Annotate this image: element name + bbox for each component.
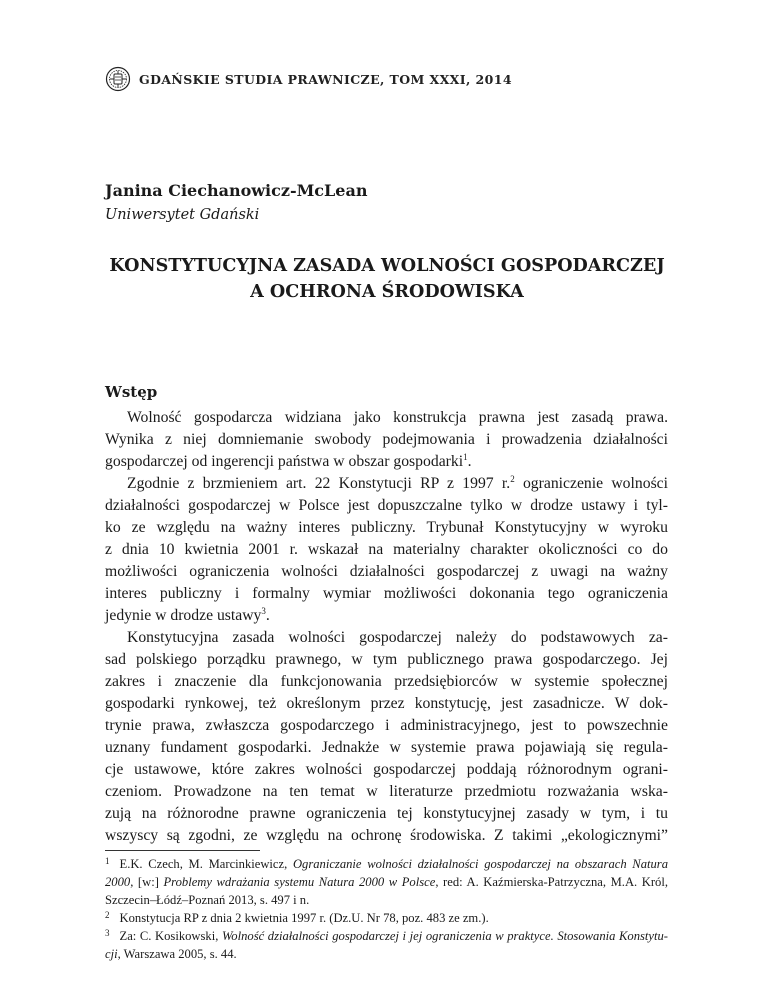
body-line: ko ze względu na ważny interes publiczny. Trybunał Konstytucyjny w wyroku — [105, 519, 668, 536]
body-line: sad polskiego porządku prawnego, w tym publicznego prawa gospodarczego. Jej — [105, 651, 668, 668]
body-line: Wynika z niej domniemanie swobody podejmowania i prowadzenia działalności — [105, 431, 668, 448]
footnote-1-cont: Szczecin–Łódź–Poznań 2013, s. 497 i n. — [105, 893, 310, 907]
body-line: możliwości ograniczenia wolności działalności gospodarczej z uwagi na ważny — [105, 563, 668, 580]
body-line: czeniom. Prowadzone na ten temat w literaturze przedmiotu rozważania wska- — [105, 783, 668, 800]
journal-header — [105, 66, 512, 92]
body-line: z dnia 10 kwietnia 2001 r. wskazał na materialny charakter okoliczności co do — [105, 541, 668, 558]
footnote-3-cont: cji, Warszawa 2005, s. 44. — [105, 947, 237, 961]
footnote-separator — [105, 850, 260, 851]
footnote-ref: 3 — [261, 606, 266, 616]
body-line: trynie prawa, zwłaszcza gospodarczego i administracyjnego, jest to powszechnie — [105, 717, 668, 734]
body-line: Wolność gospodarcza widziana jako konstrukcja prawna jest zasadą prawa. — [127, 409, 668, 426]
footnote-1: $^1$ E.K. Czech, M. Marcinkiewicz, Ograniczanie wolności działalności gospodarczej na obszarach Natura — [105, 856, 668, 871]
body-line: interes publiczny i formalny wymiar możliwości dokonania tego ograniczenia — [105, 585, 668, 602]
footnote-ref: 2 — [510, 474, 515, 484]
footnote-ref: 1 — [463, 452, 468, 462]
article-title-line-1: KONSTYTUCYJNA ZASADA WOLNOŚCI GOSPODARCZEJ — [109, 255, 665, 276]
footnote-2: $^2$ Konstytucja RP z dnia 2 kwietnia 1997 r. (Dz.U. Nr 78, poz. 483 ze zm.). — [105, 910, 489, 925]
body-line: działalności gospodarczej w Polsce jest dopuszczalne tylko w drodze ustawy i tyl- — [105, 497, 668, 514]
body-line: zakres i znaczenie dla funkcjonowania przedsiębiorców w systemie społecznej — [105, 673, 668, 690]
body-line: gospodarczej od ingerencji państwa w obszar gospodarki$^1$. — [105, 452, 472, 470]
body-line: gospodarki rynkowej, też określonym przez konstytucję, jest zasadnicze. W dok- — [105, 695, 668, 712]
journal-title: GDAŃSKIE STUDIA PRAWNICZE, TOM XXXI, 2014 — [139, 71, 512, 87]
body-line: jedynie w drodze ustawy$^3$. — [105, 606, 270, 624]
author-affiliation: Uniwersytet Gdański — [105, 207, 260, 223]
body-line: Zgodnie z brzmieniem art. 22 Konstytucji RP z 1997 r.$^2$ ograniczenie wolności — [127, 474, 669, 492]
body-line: Konstytucyjna zasada wolności gospodarczej należy do podstawowych za- — [127, 629, 668, 646]
section-heading: Wstęp — [105, 383, 158, 401]
body-line: uznany fundament gospodarki. Jednakże w systemie prawa pojawiają się regula- — [105, 739, 668, 756]
seal-emblem-icon — [105, 66, 131, 92]
body-line: zują na różnorodne prawne ograniczenia tej konstytucyjnej zasady w tym, i tu — [105, 805, 668, 822]
footnote-3: $^3$ Za: C. Kosikowski, Wolność działalności gospodarczej i jej ograniczenia w praktyce. Stosowania Konstytu- — [105, 928, 668, 943]
body-line: wszyscy są zgodni, ze względu na ochronę środowiska. Z takimi „ekologicznymi” — [105, 827, 668, 844]
author-name: Janina Ciechanowicz-McLean — [105, 181, 368, 200]
article-title-line-2: A OCHRONA ŚRODOWISKA — [250, 281, 524, 302]
footnote-1-cont: 2000, [w:] Problemy wdrażania systemu Natura 2000 w Polsce, red: A. Kaźmierska-Patrzyczna, M.A. Król, — [105, 875, 668, 889]
body-line: cje ustawowe, które zakres wolności gospodarczej poddają różnorodnym ograni- — [105, 761, 668, 778]
